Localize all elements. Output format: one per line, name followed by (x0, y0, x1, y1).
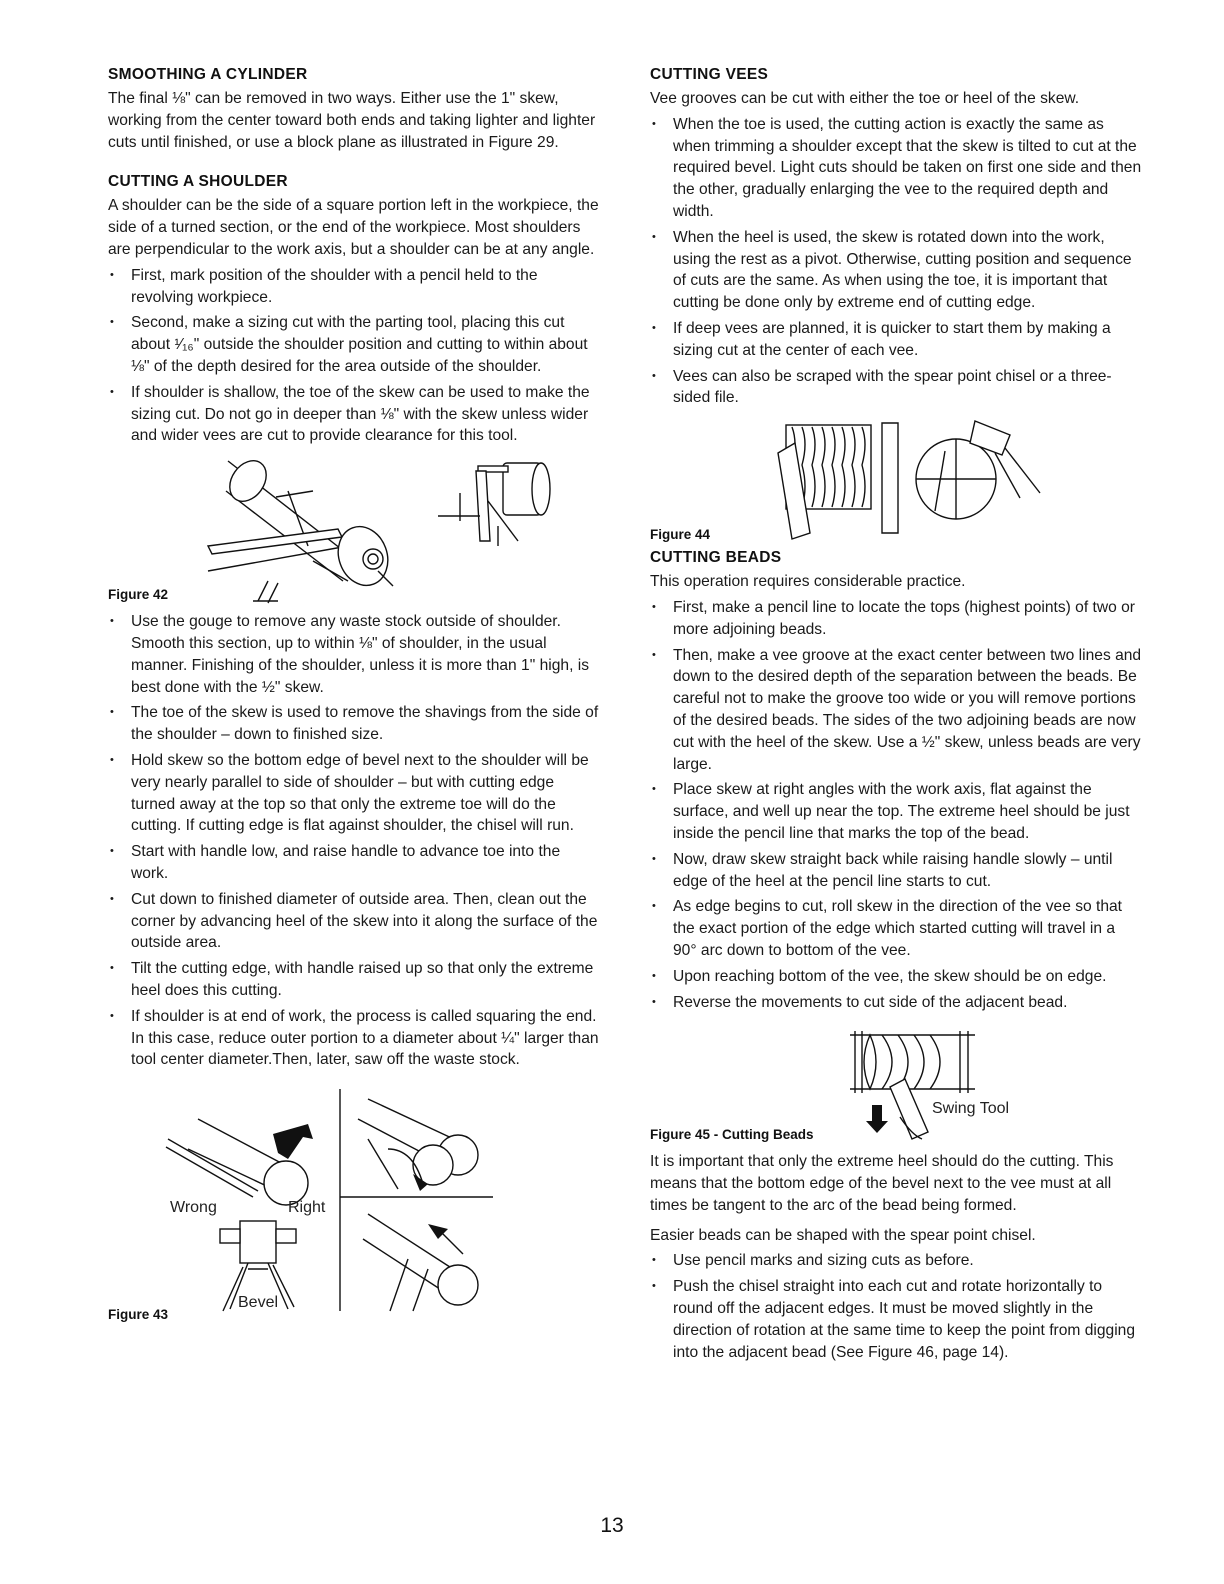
figure-45-label-swing-tool: Swing Tool (932, 1100, 1010, 1118)
heading-cutting-beads: CUTTING BEADS (650, 549, 782, 567)
list-item: • The toe of the skew is used to remove the shavings from the side of the shoulder – down to finished size. (108, 702, 600, 746)
list-item: • Then, make a vee groove at the exact center between two lines and down to the desired depth of the separation between the beads. Be careful not to make the groove too wide or you will remove portions of the desired beads. The sides of the two adjoining beads are now cut with the heel of the skew. Use a ½" skew, unless beads are very large. (650, 645, 1142, 776)
beads-note-paragraph: It is important that only the extreme heel should do the cutting. This means that the bottom edge of the bevel next to the vee must at all times be tangent to the arc of the bead being formed. (650, 1153, 1114, 1214)
vees-paragraph: Vee grooves can be cut with either the toe or heel of the skew. (650, 90, 1080, 107)
figure-44-caption: Figure 44 (650, 527, 711, 543)
figure-43-label-wrong: Wrong (170, 1199, 217, 1217)
list-item: • Vees can also be scraped with the spear point chisel or a three-sided file. (650, 366, 1142, 410)
list-item: • Reverse the movements to cut side of the adjacent bead. (650, 992, 1142, 1014)
list-item: • Tilt the cutting edge, with handle raised up so that only the extreme heel does this cutting. (108, 958, 600, 1002)
list-item: • When the heel is used, the skew is rotated down into the work, using the rest as a pivot. Otherwise, cutting position and sequence of cuts are the same. As when using the toe, it is important that cutting be done only by extreme end of cutting edge. (650, 227, 1142, 314)
heading-cutting-a-shoulder: CUTTING A SHOULDER (108, 173, 288, 191)
list-item: • As edge begins to cut, roll skew in the direction of the vee so that the exact portion of the edge which started cutting will travel in a 90° arc down to bottom of the vee. (650, 896, 1142, 961)
spear-point-bullet-list (650, 1250, 1142, 1363)
left-column (108, 66, 600, 1329)
vees-bullet-list (650, 114, 1142, 409)
list-item: • When the toe is used, the cutting action is exactly the same as when trimming a shoulder except that the skew is tilted to cut at the required bevel. Light cuts should be taken on first one side and then the other, gradually enlarging the vee to the required depth and width. (650, 114, 1142, 223)
page-number: 13 (600, 1514, 624, 1537)
figure-42-caption: Figure 42 (108, 587, 169, 603)
shoulder-bullet-list (108, 265, 600, 447)
figure-42 (108, 451, 600, 609)
list-item: • First, make a pencil line to locate the tops (highest points) of two or more adjoining beads. (650, 597, 1142, 641)
figure-45-illustration (650, 1017, 1142, 1145)
figure-43-label-bevel: Bevel (238, 1294, 279, 1312)
list-item: • Cut down to finished diameter of outside area. Then, clean out the corner by advancing heel of the skew into it along the surface of the outside area. (108, 889, 600, 954)
list-item: • Use the gouge to remove any waste stock outside of shoulder. Smooth this section, up to within ⅛" of shoulder, in the usual manner. Finishing of the shoulder, unless it is more than 1" high, is best done with the ½" skew. (108, 611, 600, 698)
list-item: • Place skew at right angles with the work axis, flat against the surface, and well up near the top. The extreme heel should be just inside the pencil line that marks the top of the bead. (650, 779, 1142, 844)
list-item: • If deep vees are planned, it is quicker to start them by making a sizing cut at the center of each vee. (650, 318, 1142, 362)
heading-cutting-vees: CUTTING VEES (650, 66, 769, 83)
smoothing-paragraph: The final ⅛" can be removed in two ways. Either use the 1" skew, working from the center toward both ends and taking lighter and lighter cuts until finished, or use a block plane as illustrated in Figure 29. (108, 90, 596, 151)
list-item: • Push the chisel straight into each cut and rotate horizontally to round off the adjacent edges. It must be moved slightly in the direction of rotation at the same time to keep the point from digging into the adjacent bead (See Figure 46, page 14). (650, 1276, 1142, 1363)
shoulder-paragraph: A shoulder can be the side of a square portion left in the workpiece, the side of a turned section, or the end of the workpiece. Most shoulders are perpendicular to the work axis, but a shoulder can be at any angle. (108, 197, 599, 258)
figure-44 (650, 413, 1142, 545)
list-item: • Hold skew so the bottom edge of bevel next to the shoulder will be very nearly parallel to side of shoulder – but with cutting edge turned away at the top so that only the extreme toe will do the cutting. If cutting edge is flat against shoulder, the chisel will run. (108, 750, 600, 837)
figure-44-illustration (650, 413, 1142, 545)
figure-43-caption: Figure 43 (108, 1307, 169, 1323)
beads-bullet-list (650, 597, 1142, 1013)
figure-43 (108, 1079, 600, 1329)
list-item: • Now, draw skew straight back while raising handle slowly – until edge of the heel at the pencil line starts to cut. (650, 849, 1142, 893)
figure-43-illustration (108, 1079, 600, 1329)
spear-point-paragraph: Easier beads can be shaped with the spear point chisel. (650, 1226, 1036, 1244)
beads-paragraph: This operation requires considerable practice. (650, 573, 966, 591)
list-item: • Upon reaching bottom of the vee, the skew should be on edge. (650, 966, 1142, 988)
shoulder-bullet-list-2 (108, 611, 600, 1071)
list-item: • If shoulder is at end of work, the process is called squaring the end. In this case, reduce outer portion to a diameter about ¼" larger than tool center diameter.Then, later, saw off the waste stock. (108, 1006, 600, 1071)
list-item: • Use pencil marks and sizing cuts as before. (650, 1250, 1142, 1272)
heading-smoothing-a-cylinder: SMOOTHING A CYLINDER (108, 66, 308, 83)
list-item: • First, mark position of the shoulder with a pencil held to the revolving workpiece. (108, 265, 600, 309)
figure-43-label-right: Right (288, 1199, 326, 1217)
right-column (650, 66, 1142, 1367)
figure-42-illustration (108, 451, 600, 609)
list-item: • Second, make a sizing cut with the parting tool, placing this cut about ¹⁄₁₆" outside the shoulder position and cutting to within about ⅛" of the depth desired for the area outside of the shoulder. (108, 312, 600, 377)
figure-45 (650, 1017, 1142, 1145)
figure-45-caption: Figure 45 - Cutting Beads (650, 1127, 814, 1143)
list-item: • Start with handle low, and raise handle to advance toe into the work. (108, 841, 600, 885)
list-item: • If shoulder is shallow, the toe of the skew can be used to make the sizing cut. Do not go in deeper than ⅛" with the skew unless wider and wider vees are cut to provide clearance for this tool. (108, 382, 600, 447)
